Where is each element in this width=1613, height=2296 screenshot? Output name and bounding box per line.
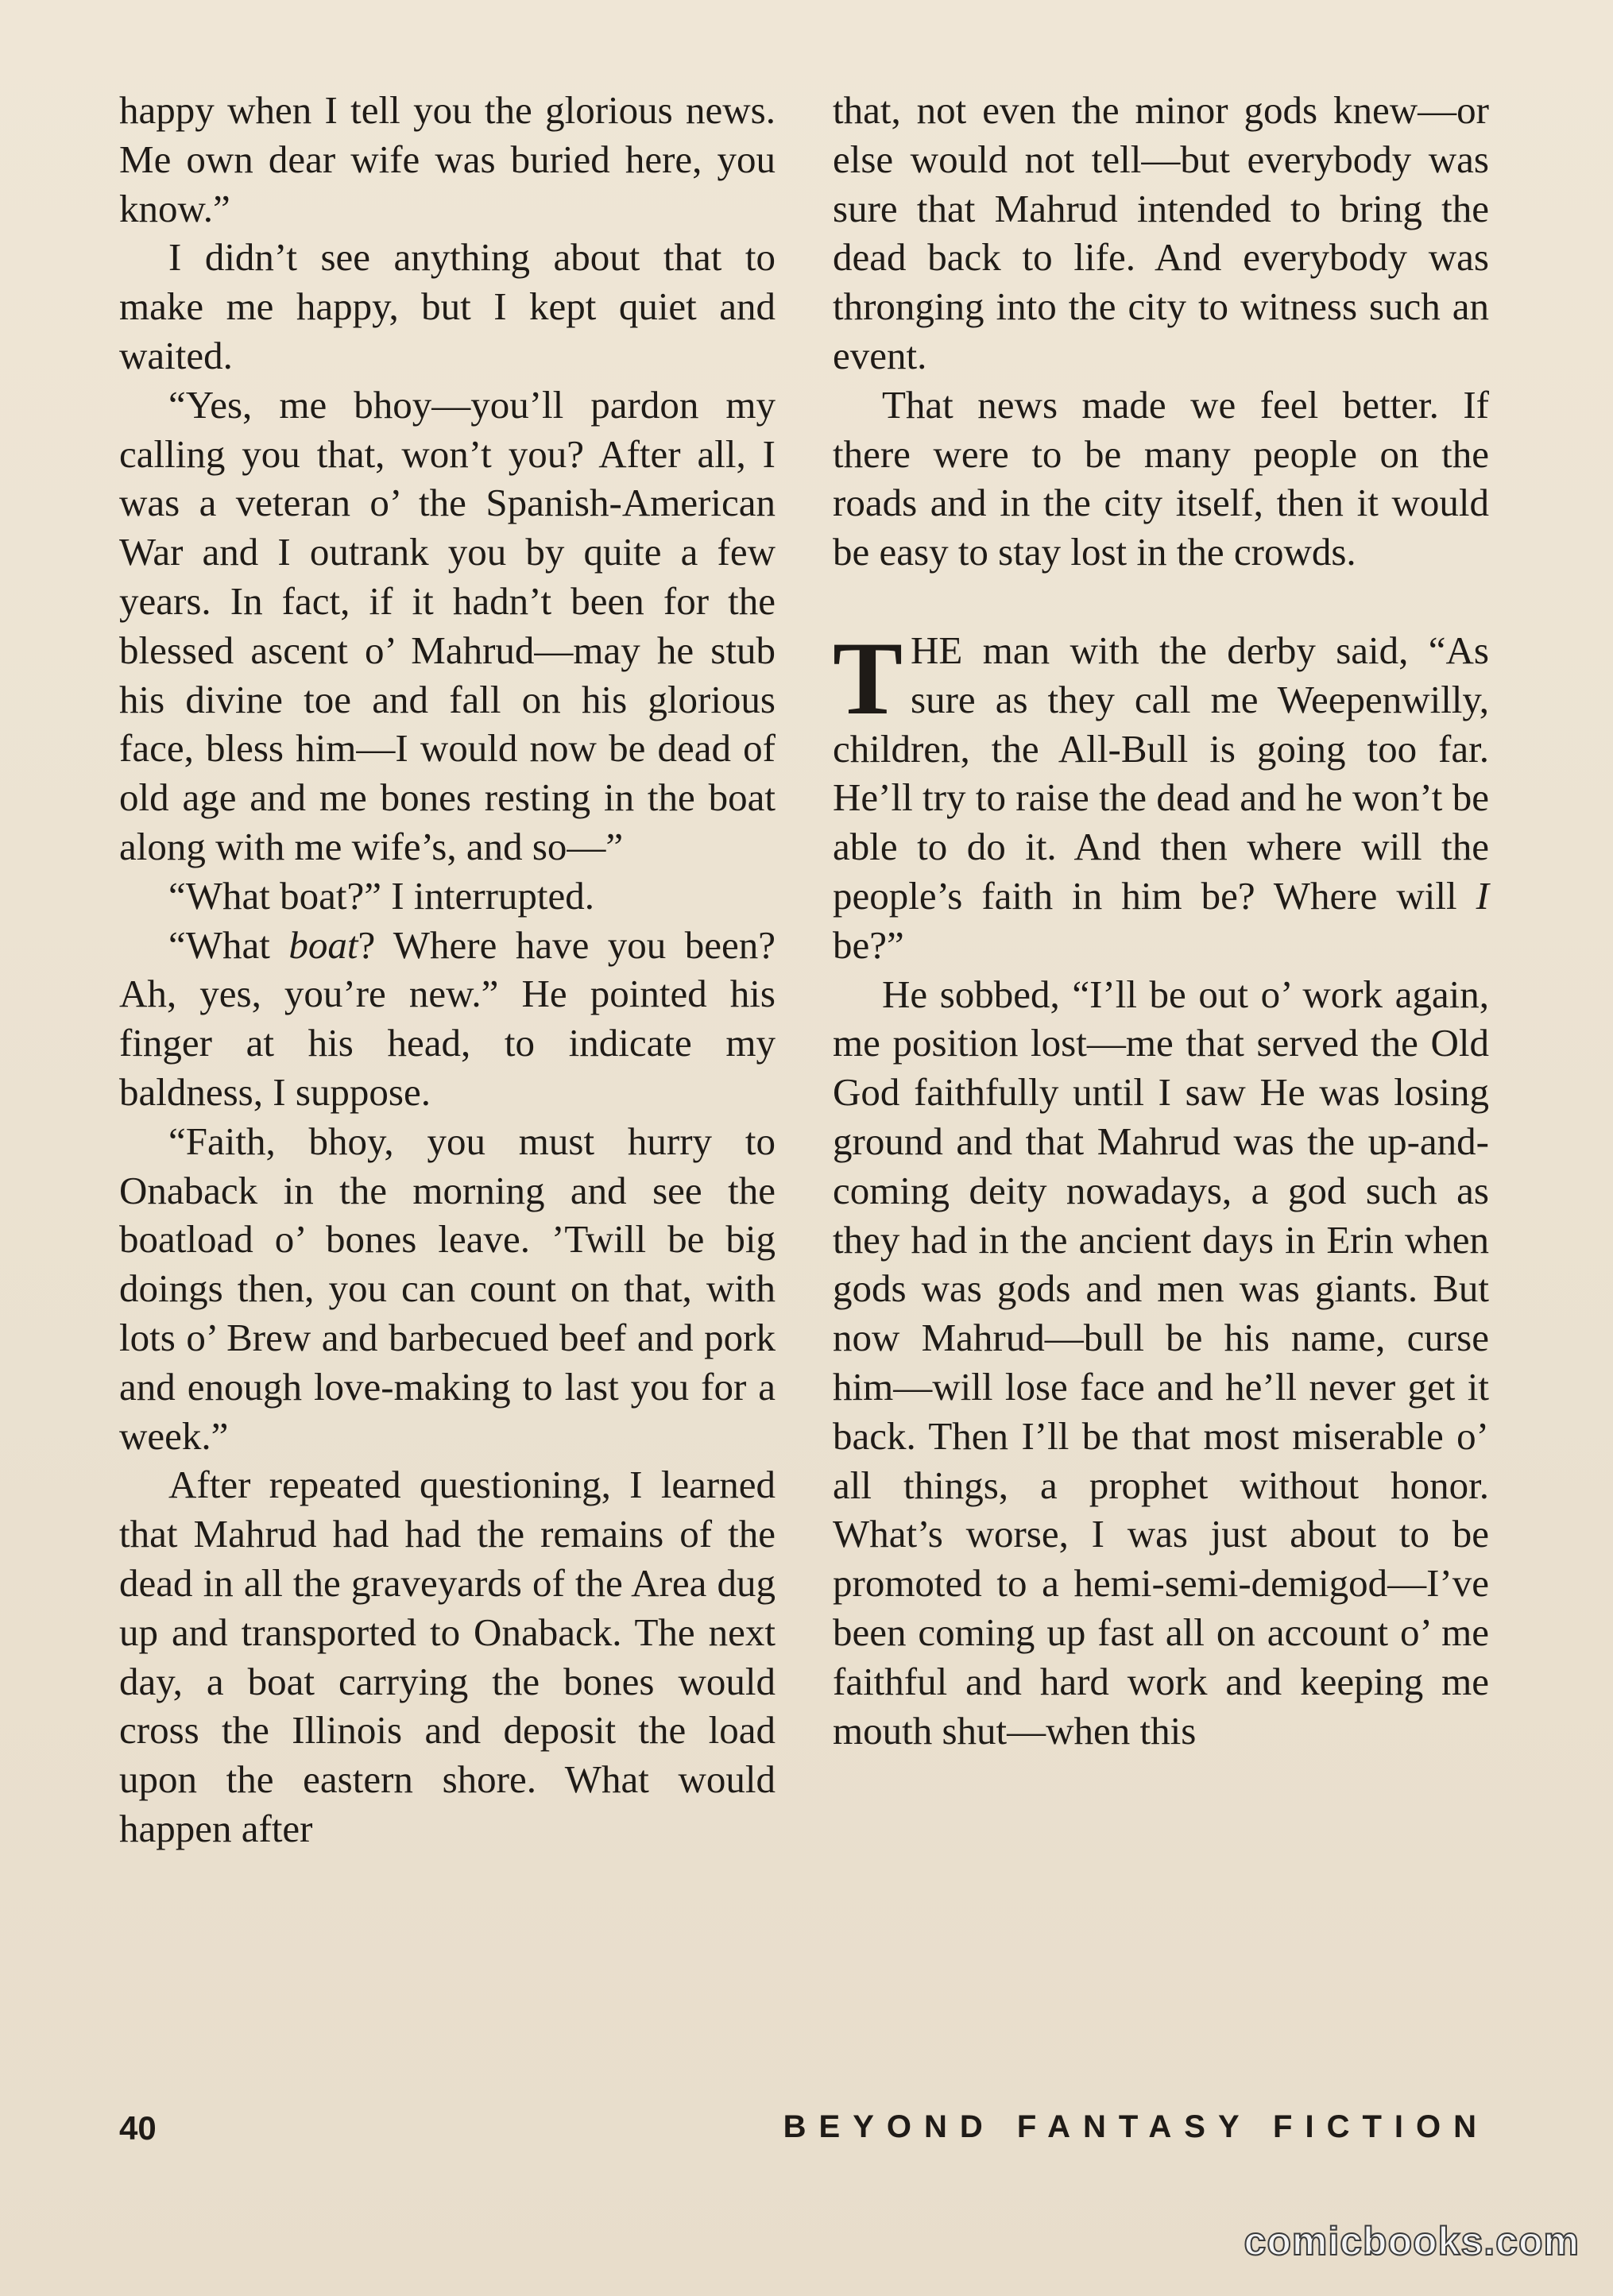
left-text-column [119, 86, 776, 1853]
paragraph: That news made we feel better. If there were to be many people on the roads and in the city itself, then it would be easy to stay lost in the crowds. [833, 382, 1489, 574]
paragraph: I didn’t see anything about that to make me happy, but I kept quiet and waited. [119, 235, 776, 377]
paragraph: “Faith, bhoy, you must hurry to Onaback in the morning and see the boatload o’ bones leave. ’Twill be big doings then, you can count on that, with lots o’ Brew and barbecued beef and pork and enough love-making to last you for a week.” [119, 1119, 776, 1458]
running-title: BEYOND FANTASY FICTION [783, 2109, 1489, 2144]
paragraph: “What boat?” I interrupted. [168, 873, 595, 918]
italic-word: I [1476, 873, 1489, 918]
paragraph: After repeated questioning, I learned that Mahrud had had the remains of the dead in all the graveyards of the Area dug up and transported to Onaback. The next day, a boat carrying the bones would cross the Illinois and deposit the load upon the eastern shore. What would happen after [119, 1463, 776, 1850]
lead-in: HE [911, 628, 963, 672]
page-number: 40 [119, 2109, 157, 2147]
paragraph: happy when I tell you the glorious news. Me own dear wife was buried here, you know.” [119, 88, 776, 230]
paragraph: “Yes, me bhoy—you’ll pardon my calling you that, won’t you? After all, I was a veteran o’ the Spanish-American War and I outrank you by quite a few years. In fact, if it hadn’t been for the blessed ascent o’ Mahrud—may he stub his divine toe and fall on his glorious face, bless him—I would now be dead of old age and me bones resting in the boat along with me wife’s, and so—” [119, 382, 776, 868]
paragraph-boat: “What boat? Where have you been? Ah, yes, you’re new.” He pointed his finger at his head, to indicate my baldness, I suppose. [119, 922, 776, 1114]
paragraph: that, not even the minor gods knew—or else would not tell—but everybody was sure that Mahrud intended to bring the dead back to life. And everybody was thronging into the city to witness such an event. [833, 88, 1489, 377]
page-footer [119, 2109, 1489, 2157]
watermark-logo: comicbooks.com [1244, 2219, 1580, 2263]
right-text-column [833, 86, 1489, 1755]
paragraph: He sobbed, “I’ll be out o’ work again, me position lost—me that served the Old God faithfully until I saw He was losing ground and that Mahrud was the up-and-coming deity nowadays, a god such as they had in the ancient days in Erin when gods was gods and men was giants. But now Mahrud—bull be his name, curse him—will lose face and he’ll never get it back. Then I’ll be that most miserable o’ all things, a prophet without honor. What’s worse, I was just about to be promoted to a hemi-semi-demigod—I’ve been coming up fast all on account o’ me faithful and hard work and keeping me mouth shut—when this [833, 972, 1489, 1753]
section-opening-paragraph: THE man with the derby said, “As sure as they call me Weepenwilly, children, the All-Bull is going too far. He’ll try to raise the dead and he won’t be able to do it. And then where will the people’s faith in him be? Where will I be?” [833, 619, 1489, 967]
italic-word: boat [288, 922, 358, 967]
drop-cap: T [833, 619, 903, 736]
